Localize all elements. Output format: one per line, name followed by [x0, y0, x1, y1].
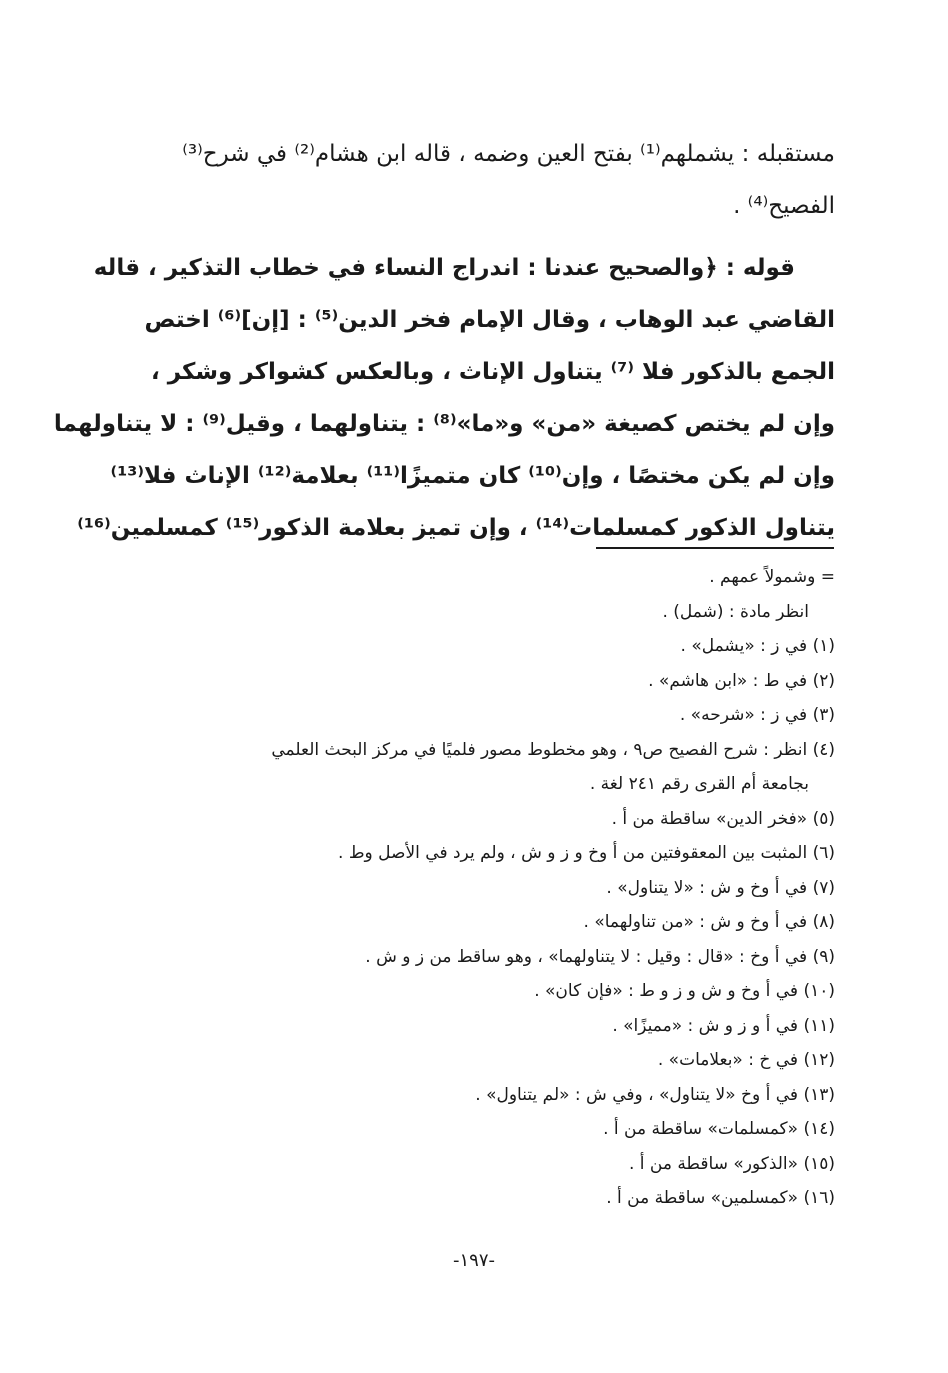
footnote-13: (١٣) في أ وخ «لا يتناول» ، وفي ش : «لم يتناول» .: [475, 1084, 835, 1105]
main-line-7: وإن لم يكن مختصًا ، وإن⁽¹⁰⁾ كان متميزًا⁽¹¹⁾ بعلامة⁽¹²⁾ الإناث فلا⁽¹³⁾: [110, 463, 835, 489]
main-line-6: وإن لم يختص كصيغة «من» و«ما»⁽⁸⁾ : يتناولهما ، وقيل⁽⁹⁾ : لا يتناولهما: [53, 411, 835, 437]
footnote-8: (٨) في أ وخ و ش : «من تناولهما» .: [583, 912, 835, 932]
main-line-3: قوله : ﴿والصحيح عندنا : اندراج النساء في خطاب التذكير ، قاله: [93, 255, 795, 281]
footnote-4: (٤) انظر : شرح الفصيح ص٩ ، وهو مخطوط مصور فلميًا في مركز البحث العلمي: [271, 739, 835, 760]
footnote-separator: [596, 547, 834, 549]
footnote-9: (٩) في أ وخ : «قال : وقيل : لا يتناولهما» ، وهو ساقط من ز و ش .: [365, 946, 835, 967]
page-number: -١٩٧-: [452, 1250, 495, 1271]
paragraph-gap: [120, 232, 835, 242]
footnotes: [110, 560, 835, 1216]
footnote-3: (٣) في ز : «شرحه» .: [679, 705, 835, 725]
footnote-continuation: انظر مادة : (شمل) .: [662, 601, 809, 622]
footnote-5: (٥) «فخر الدين» ساقطة من أ .: [611, 808, 835, 829]
main-line-8: يتناول الذكور كمسلمات⁽¹⁴⁾ ، وإن تميز بعلامة الذكور⁽¹⁵⁾ كمسلمين⁽¹⁶⁾: [77, 515, 835, 541]
footnote-10: (١٠) في أ وخ و ش و ز و ط : «فإن كان» .: [534, 981, 835, 1001]
footnote-14: (١٤) «كمسلمات» ساقطة من أ .: [603, 1119, 835, 1139]
main-line-1: مستقبله : يشملهم⁽¹⁾ بفتح العين وضمه ، قاله ابن هشام⁽²⁾ في شرح⁽³⁾: [182, 141, 835, 167]
footnote-15: (١٥) «الذكور» ساقطة من أ .: [628, 1153, 835, 1174]
main-line-4: القاضي عبد الوهاب ، وقال الإمام فخر الدين⁽⁵⁾ : [إن]⁽⁶⁾ اختص: [144, 307, 835, 333]
footnote-6: (٦) المثبت بين المعقوفتين من أ وخ و ز و ش ، ولم يرد في الأصل وط .: [338, 843, 835, 863]
footnote-7: (٧) في أ وخ و ش : «لا يتناول» .: [606, 877, 835, 898]
footnote-2: (٢) في ط : «ابن هاشم» .: [648, 670, 835, 691]
footnote-11: (١١) في أ و ز و ش : «مميزًا» .: [612, 1015, 835, 1036]
footnote-continuation: = وشمولاً عمهم .: [709, 567, 835, 587]
main-line-5: الجمع بالذكور فلا ⁽⁷⁾ يتناول الإناث ، وبالعكس كشواكر وشكر ،: [150, 359, 835, 385]
main-text: [53, 128, 835, 554]
footnote-16: (١٦) «كمسلمين» ساقطة من أ .: [606, 1188, 835, 1208]
footnote-12: (١٢) في خ : «بعلامات» .: [657, 1050, 835, 1070]
footnote-1: (١) في ز : «يشمل» .: [680, 636, 835, 656]
main-line-2: الفصيح⁽⁴⁾ .: [733, 193, 835, 219]
footnote-4-continued: بجامعة أم القرى رقم ٢٤١ لغة .: [589, 774, 809, 794]
